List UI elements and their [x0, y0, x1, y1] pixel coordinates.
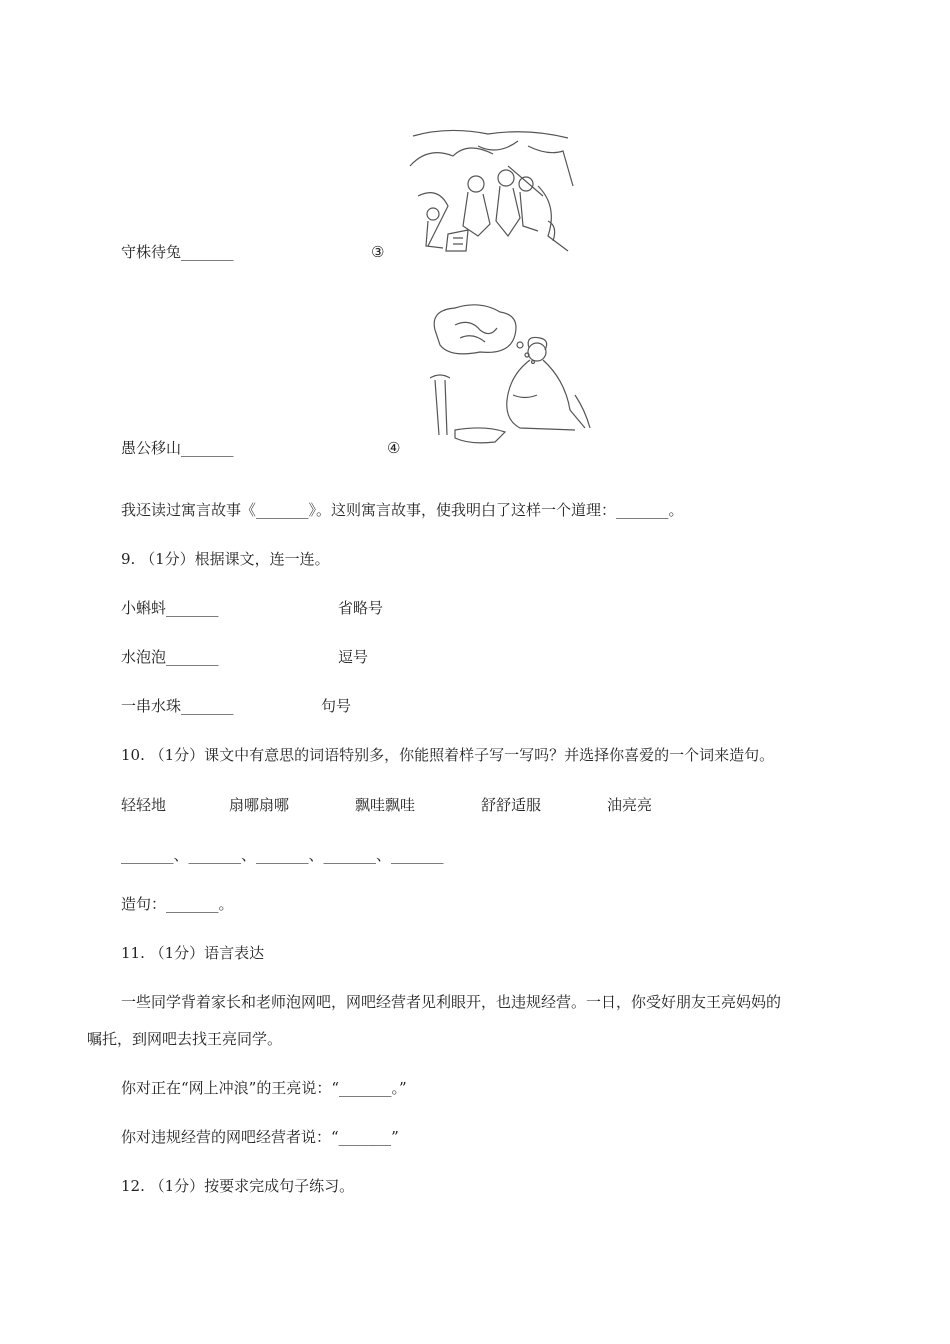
q10-title: 10. （1分）课文中有意思的词语特别多，你能照着样子写一写吗？并选择你喜爱的一个词来造句。	[121, 746, 775, 764]
q9-right-3: 句号	[321, 697, 352, 715]
fable-marker-3: ③	[371, 243, 385, 261]
fable-row-1	[121, 242, 234, 262]
q11-say-to-operator[interactable]: 你对违规经营的网吧经营者说：“_______”	[121, 1128, 399, 1146]
q10-blanks[interactable]: _______、_______、_______、_______、_______	[121, 846, 444, 864]
q10-example-3: 飘哇飘哇	[355, 796, 416, 814]
q9-left-1[interactable]: 小蝌蚪_______	[121, 599, 219, 617]
q10-sentence[interactable]: 造句：_______。	[121, 895, 234, 913]
q10-example-2: 扇哪扇哪	[229, 796, 290, 814]
q10-example-4: 舒舒适服	[481, 796, 542, 814]
fable-name: 愚公移山	[121, 439, 182, 457]
q10-example-1: 轻轻地	[121, 796, 167, 814]
q9-left-2[interactable]: 水泡泡_______	[121, 648, 219, 666]
q11-paragraph-1: 一些同学背着家长和老师泡网吧，网吧经营者见利眼开，也违规经营。一日，你受好朋友王亮妈妈的	[121, 993, 782, 1011]
q9-left-3[interactable]: 一串水珠_______	[121, 697, 234, 715]
fable-name: 守株待兔	[121, 243, 182, 261]
q10-example-5: 油亮亮	[607, 796, 653, 814]
q11-say-to-wang-liang[interactable]: 你对正在“网上冲浪”的王亮说：“_______。”	[121, 1079, 407, 1097]
q9-right-2: 逗号	[338, 648, 369, 666]
q9-right-1: 省略号	[338, 599, 384, 617]
picture-man-dreaming	[425, 300, 593, 448]
fable-row-2	[121, 438, 234, 458]
picture-three-men-rocks	[408, 126, 576, 256]
q11-paragraph-2: 嘱托，到网吧去找王亮同学。	[87, 1030, 283, 1048]
also-read-line: 我还读过寓言故事《_______》。这则寓言故事，使我明白了这样一个道理：_______。	[121, 501, 684, 519]
fable-marker-4: ④	[387, 439, 401, 457]
fable-blank[interactable]: _______	[181, 439, 234, 457]
fable-blank[interactable]: _______	[181, 243, 234, 261]
q11-title: 11. （1分）语言表达	[121, 944, 265, 962]
q12-title: 12. （1分）按要求完成句子练习。	[121, 1177, 355, 1195]
q9-title: 9. （1分）根据课文，连一连。	[121, 550, 330, 568]
